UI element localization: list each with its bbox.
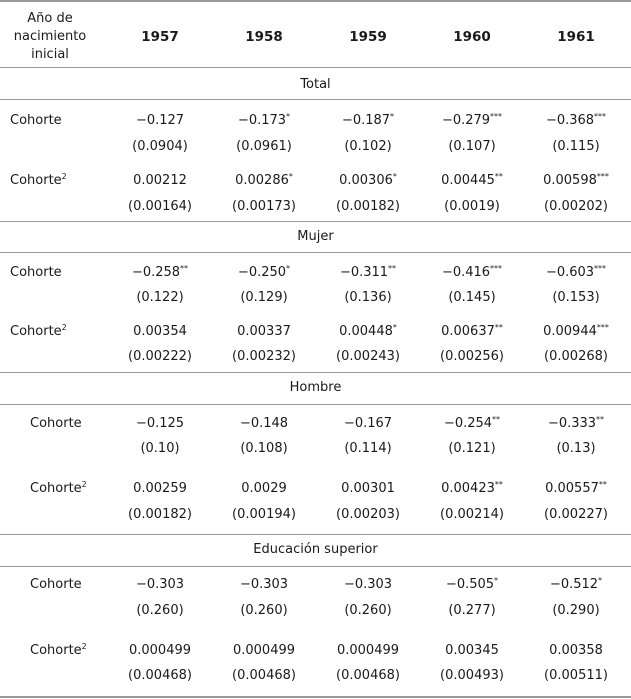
std-error-cell: (0.00164): [128, 199, 192, 214]
coefficient-cell: −0.148: [239, 416, 289, 431]
coefficient-cell: −0.303: [239, 577, 289, 592]
significance-stars: *: [390, 112, 395, 121]
significance-stars: **: [492, 415, 501, 424]
std-error-cell: (0.00493): [440, 668, 504, 683]
significance-stars: **: [180, 264, 189, 273]
std-error-cell: (0.0904): [132, 139, 188, 154]
std-error-cell: (0.00182): [128, 507, 192, 522]
header-label: [10, 10, 90, 64]
row-label-cohorte-squared: [30, 481, 87, 496]
coefficient-cell: 0.00301: [341, 481, 395, 496]
table-rule: [0, 566, 631, 567]
std-error-cell: (0.00468): [336, 668, 400, 683]
significance-stars: *: [598, 576, 603, 585]
header-year: 1960: [453, 29, 491, 45]
coefficient-cell: −0.333**: [547, 415, 605, 431]
std-error-cell: (0.277): [448, 603, 496, 618]
significance-stars: ***: [596, 172, 609, 181]
std-error-cell: (0.00227): [544, 507, 608, 522]
section-title: Mujer: [297, 229, 334, 244]
significance-stars: ***: [596, 323, 609, 332]
coefficient-cell: −0.127: [135, 113, 185, 128]
coefficient-cell: 0.00557**: [545, 480, 607, 496]
coefficient-cell: −0.368***: [545, 112, 607, 128]
coefficient-cell: −0.603***: [545, 264, 607, 280]
coefficient-cell: −0.250*: [237, 264, 291, 280]
significance-stars: **: [598, 480, 607, 489]
std-error-cell: (0.290): [552, 603, 600, 618]
coefficient-cell: 0.00259: [133, 481, 187, 496]
std-error-cell: (0.00243): [336, 349, 400, 364]
coefficient-cell: 0.00637**: [441, 323, 503, 339]
std-error-cell: (0.114): [344, 441, 392, 456]
coefficient-cell: 0.00345: [445, 643, 499, 658]
table-rule: [0, 696, 631, 698]
row-label-cohorte: Cohorte: [30, 577, 82, 592]
std-error-cell: (0.145): [448, 290, 496, 305]
std-error-cell: (0.102): [344, 139, 392, 154]
row-label-base: Cohorte: [30, 481, 82, 496]
table-rule: [0, 67, 631, 68]
coefficient-cell: 0.00598***: [543, 172, 609, 188]
std-error-cell: (0.00468): [232, 668, 296, 683]
std-error-cell: (0.00194): [232, 507, 296, 522]
coefficient-cell: 0.000499: [336, 643, 400, 658]
table-rule: [0, 99, 631, 100]
coefficient-cell: −0.311**: [339, 264, 397, 280]
row-label-exponent: 2: [61, 172, 67, 181]
row-label-exponent: 2: [61, 323, 67, 332]
std-error-cell: (0.10): [140, 441, 180, 456]
std-error-cell: (0.00182): [336, 199, 400, 214]
table-rule: [0, 372, 631, 373]
significance-stars: *: [392, 323, 397, 332]
coefficient-cell: 0.00337: [237, 324, 291, 339]
std-error-cell: (0.00173): [232, 199, 296, 214]
significance-stars: *: [494, 576, 499, 585]
header-year: 1957: [141, 29, 179, 45]
row-label-exponent: 2: [81, 642, 87, 651]
significance-stars: ***: [490, 264, 503, 273]
coefficient-cell: −0.125: [135, 416, 185, 431]
coefficient-cell: 0.0029: [241, 481, 287, 496]
std-error-cell: (0.0019): [444, 199, 500, 214]
significance-stars: *: [286, 112, 291, 121]
header-label-line: nacimiento: [13, 29, 87, 44]
coefficient-cell: 0.000499: [232, 643, 296, 658]
coefficient-cell: −0.279***: [441, 112, 503, 128]
row-label-cohorte-squared: [30, 643, 87, 658]
std-error-cell: (0.00214): [440, 507, 504, 522]
std-error-cell: (0.00202): [544, 199, 608, 214]
coefficient-cell: 0.00306*: [339, 172, 397, 188]
std-error-cell: (0.136): [344, 290, 392, 305]
std-error-cell: (0.129): [240, 290, 288, 305]
header-year: 1961: [557, 29, 595, 45]
table-rule: [0, 404, 631, 405]
significance-stars: **: [494, 480, 503, 489]
coefficient-cell: 0.00445**: [441, 172, 503, 188]
coefficient-cell: 0.00944***: [543, 323, 609, 339]
row-label-cohorte: Cohorte: [10, 113, 62, 128]
std-error-cell: (0.00511): [544, 668, 608, 683]
coefficient-cell: 0.00212: [133, 173, 187, 188]
std-error-cell: (0.260): [136, 603, 184, 618]
coefficient-cell: −0.254**: [443, 415, 501, 431]
coefficient-cell: 0.00286*: [235, 172, 293, 188]
header-year: 1959: [349, 29, 387, 45]
coefficient-cell: 0.000499: [128, 643, 192, 658]
table-rule: [0, 221, 631, 222]
std-error-cell: (0.121): [448, 441, 496, 456]
std-error-cell: (0.153): [552, 290, 600, 305]
coefficient-cell: 0.00358: [549, 643, 603, 658]
significance-stars: **: [388, 264, 397, 273]
row-label-exponent: 2: [81, 480, 87, 489]
coefficient-cell: −0.512*: [549, 576, 603, 592]
coefficient-cell: −0.416***: [441, 264, 503, 280]
std-error-cell: (0.108): [240, 441, 288, 456]
significance-stars: *: [392, 172, 397, 181]
significance-stars: **: [596, 415, 605, 424]
section-title: Total: [300, 77, 331, 92]
significance-stars: *: [286, 264, 291, 273]
header-label-line: Año de: [27, 11, 73, 26]
std-error-cell: (0.00268): [544, 349, 608, 364]
significance-stars: ***: [490, 112, 503, 121]
section-title: Educación superior: [253, 542, 378, 557]
std-error-cell: (0.00222): [128, 349, 192, 364]
coefficient-cell: −0.303: [135, 577, 185, 592]
row-label-cohorte: Cohorte: [10, 265, 62, 280]
significance-stars: **: [494, 172, 503, 181]
std-error-cell: (0.122): [136, 290, 184, 305]
row-label-cohorte: Cohorte: [30, 416, 82, 431]
table-rule: [0, 0, 631, 2]
std-error-cell: (0.107): [448, 139, 496, 154]
std-error-cell: (0.00203): [336, 507, 400, 522]
row-label-base: Cohorte: [30, 643, 82, 658]
significance-stars: *: [288, 172, 293, 181]
coefficient-cell: 0.00448*: [339, 323, 397, 339]
std-error-cell: (0.260): [240, 603, 288, 618]
std-error-cell: (0.115): [552, 139, 600, 154]
header-label-line: inicial: [31, 47, 69, 62]
std-error-cell: (0.00256): [440, 349, 504, 364]
std-error-cell: (0.13): [556, 441, 596, 456]
std-error-cell: (0.00232): [232, 349, 296, 364]
coefficient-cell: −0.167: [343, 416, 393, 431]
significance-stars: **: [494, 323, 503, 332]
row-label-cohorte-squared: [10, 173, 67, 188]
row-label-cohorte-squared: [10, 324, 67, 339]
std-error-cell: (0.0961): [236, 139, 292, 154]
coefficient-cell: −0.303: [343, 577, 393, 592]
table-rule: [0, 252, 631, 253]
row-label-base: Cohorte: [10, 173, 62, 188]
header-year: 1958: [245, 29, 283, 45]
significance-stars: ***: [594, 112, 607, 121]
coefficient-cell: −0.258**: [131, 264, 189, 280]
section-title: Hombre: [289, 380, 342, 395]
table-rule: [0, 534, 631, 535]
coefficient-cell: −0.505*: [445, 576, 499, 592]
std-error-cell: (0.260): [344, 603, 392, 618]
row-label-base: Cohorte: [10, 324, 62, 339]
coefficient-cell: −0.173*: [237, 112, 291, 128]
std-error-cell: (0.00468): [128, 668, 192, 683]
coefficient-cell: 0.00423**: [441, 480, 503, 496]
coefficient-cell: 0.00354: [133, 324, 187, 339]
coefficient-cell: −0.187*: [341, 112, 395, 128]
significance-stars: ***: [594, 264, 607, 273]
